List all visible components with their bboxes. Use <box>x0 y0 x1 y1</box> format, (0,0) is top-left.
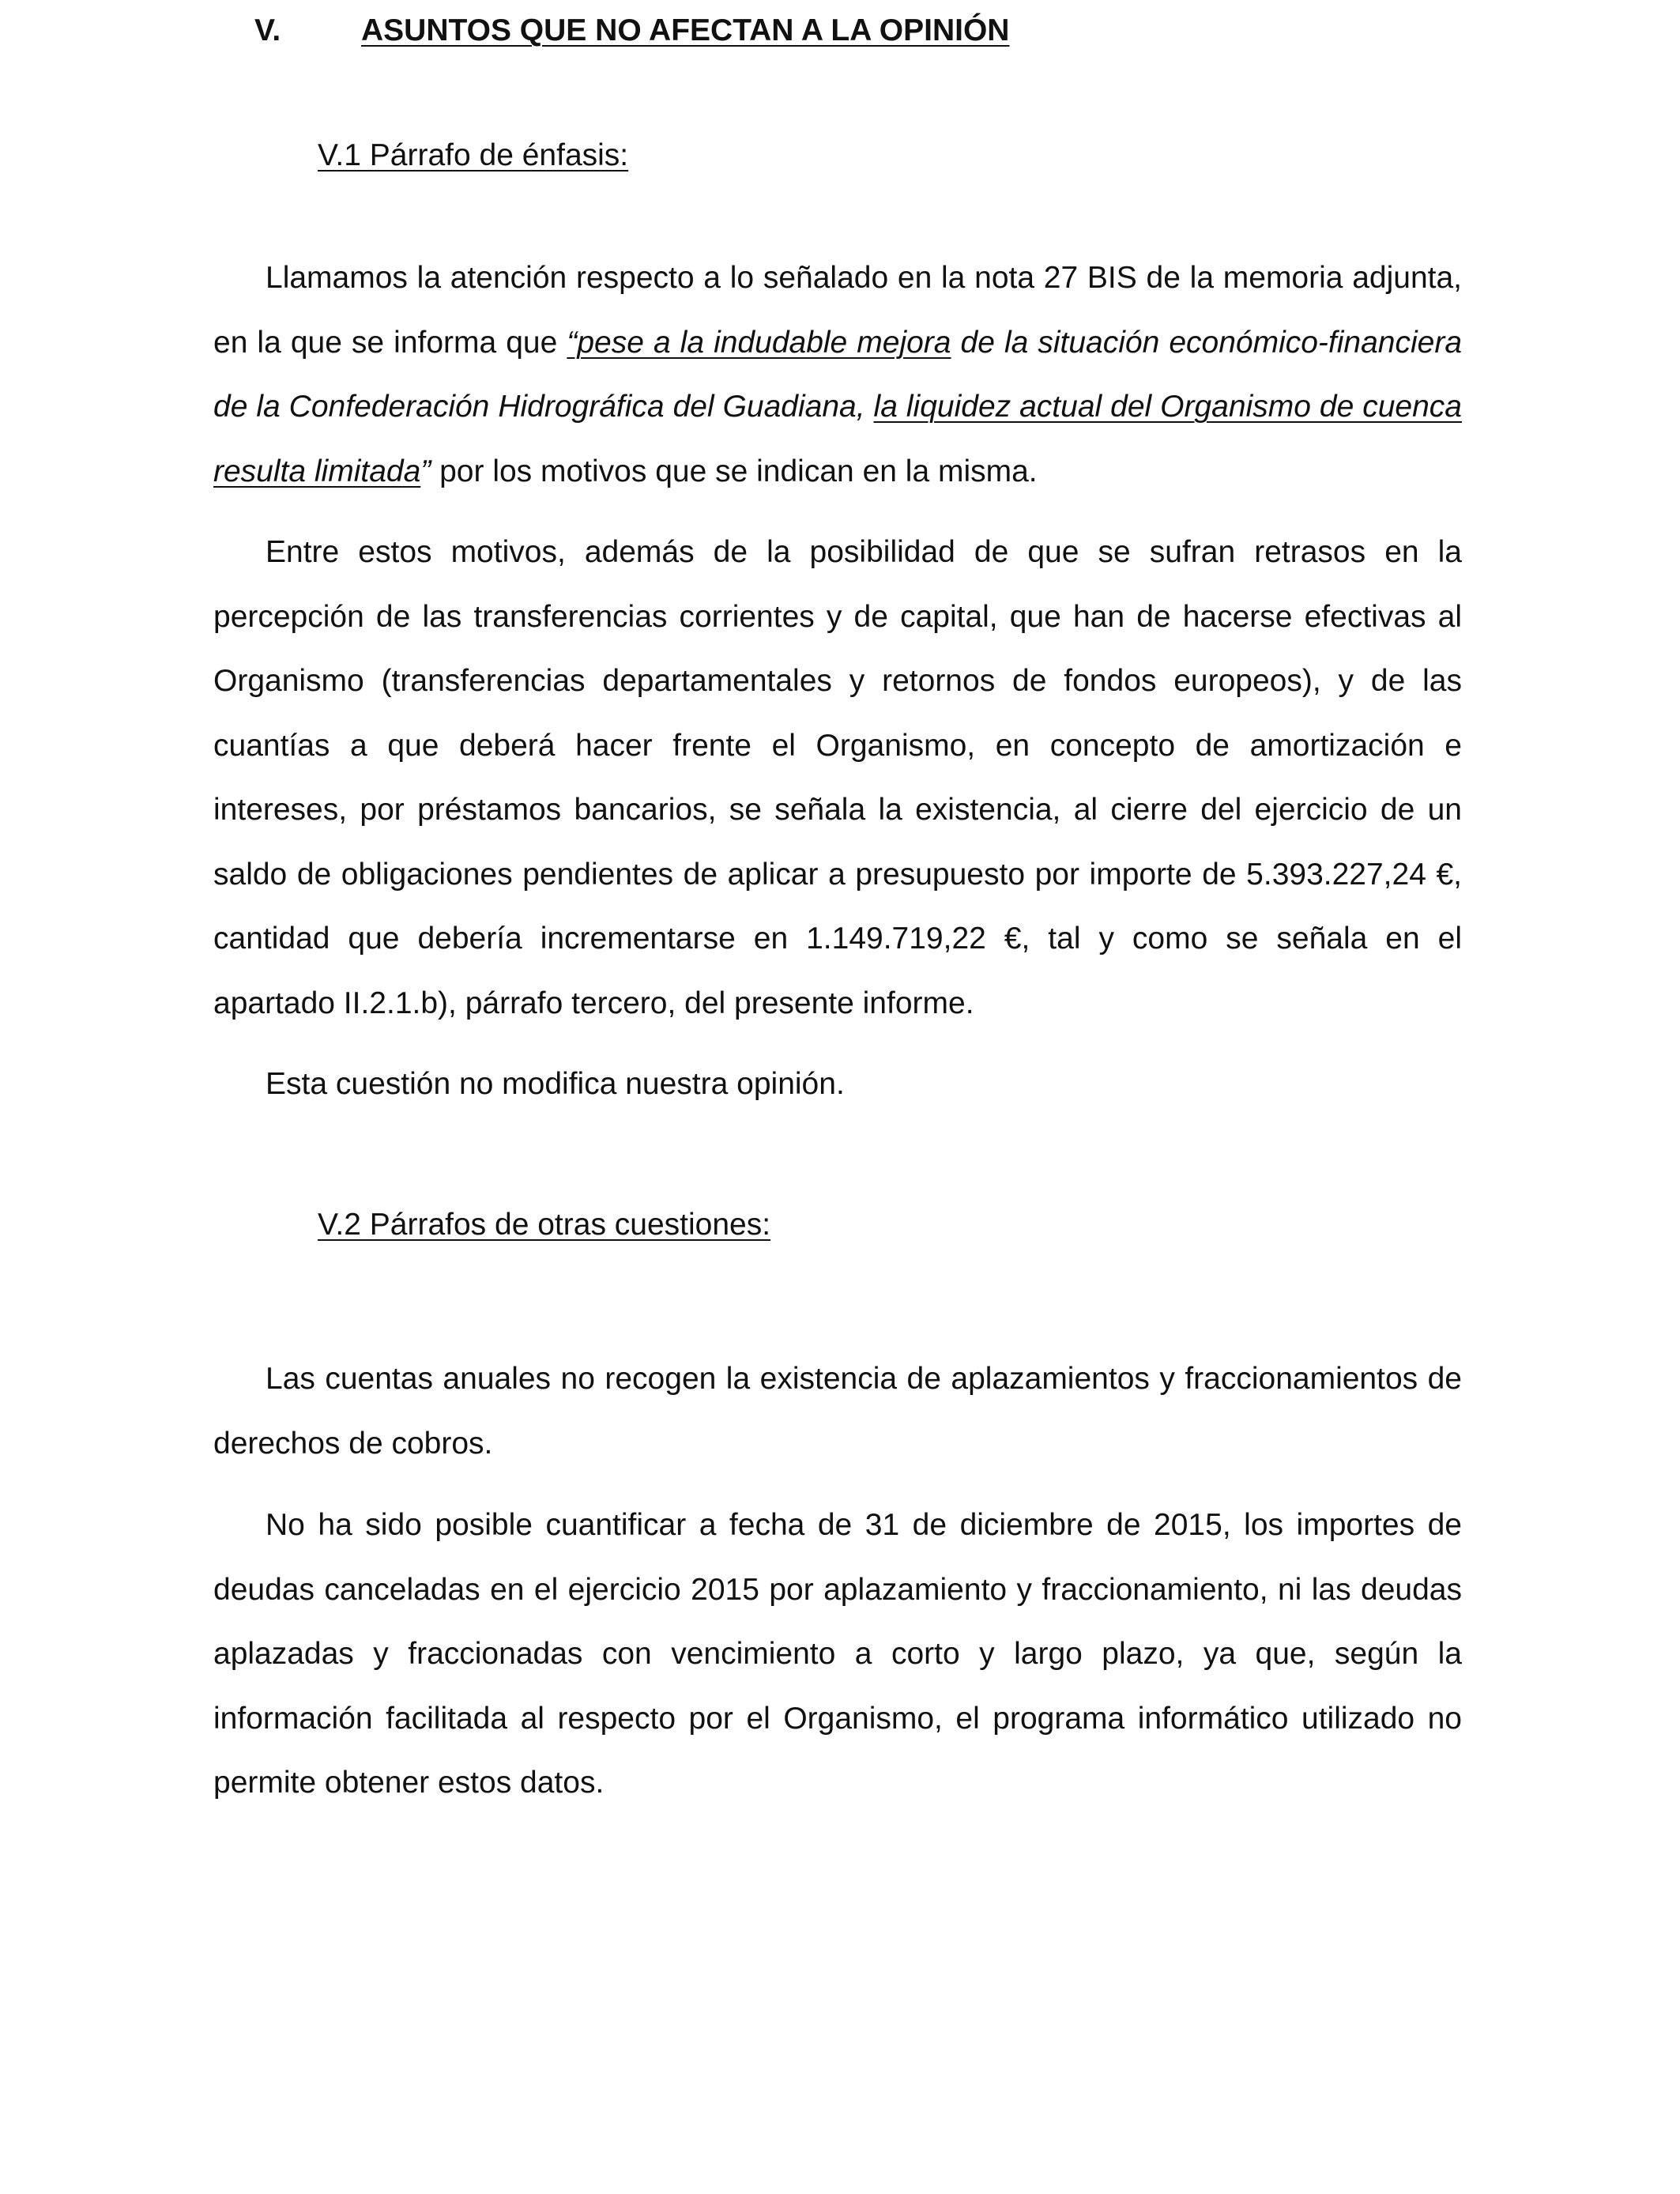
quote-middle: de la situación económico-financiera de la Confederación Hidrográfica del Guadiana, <box>213 325 1463 424</box>
paragraph-outro: por los motivos que se indican en la misma. <box>431 454 1038 488</box>
subsection-2-paragraph-2: No ha sido posible cuantificar a fecha de 31 de diciembre de 2015, los importes de deudas canceladas en el ejercicio 2015 por aplazamiento y fraccionamiento, ni las deudas aplazadas y fraccionadas con vencimiento a corto y largo plazo, ya que, según la información facilitada al respecto por el Organismo, el programa informático utilizado no permite obtener estos datos. <box>213 1508 1462 1800</box>
subsection-1-paragraph-2: Entre estos motivos, además de la posibilidad de que se sufran retrasos en la percepción de las transferencias corrientes y de capital, que han de hacerse efectivas al Organismo (transferencias departamentales y retornos de fondos europeos), y de las cuantías a que deberá hacer frente el Organismo, en concepto de amortización e intereses, por préstamos bancarios, se señala la existencia, al cierre del ejercicio de un saldo de obligaciones pendientes de aplicar a presupuesto por importe de 5.393.227,24 €, cantidad que debería incrementarse en 1.149.719,22 €, tal y como se señala en el apartado II.2.1.b), párrafo tercero, del presente informe. <box>213 535 1462 1020</box>
section-number: V. <box>254 13 281 47</box>
section-heading <box>254 11 1009 51</box>
subsection-2-paragraph-1: Las cuentas anuales no recogen la existencia de aplazamientos y fraccionamientos de derechos de cobros. <box>213 1362 1462 1461</box>
quote-close: ” <box>420 454 431 488</box>
subsection-2-title: V.2 Párrafos de otras cuestiones: <box>318 1208 771 1242</box>
paragraph-intro: Llamamos la atención respecto a lo señalado en la nota 27 BIS de la memoria adjunta, en la que se informa que <box>213 261 1462 360</box>
section-title: ASUNTOS QUE NO AFECTAN A LA OPINIÓN <box>361 13 1010 47</box>
quote-underlined-2: la liquidez actual del Organismo de cuenca resulta limitada <box>213 390 1462 488</box>
subsection-1-paragraph-1 <box>213 246 1462 503</box>
subsection-1-title: V.1 Párrafo de énfasis: <box>318 138 629 172</box>
subsection-1-paragraph-3: Esta cuestión no modifica nuestra opinión. <box>266 1067 845 1101</box>
quote-underlined-1: “pese a la indudable mejora <box>567 325 951 360</box>
